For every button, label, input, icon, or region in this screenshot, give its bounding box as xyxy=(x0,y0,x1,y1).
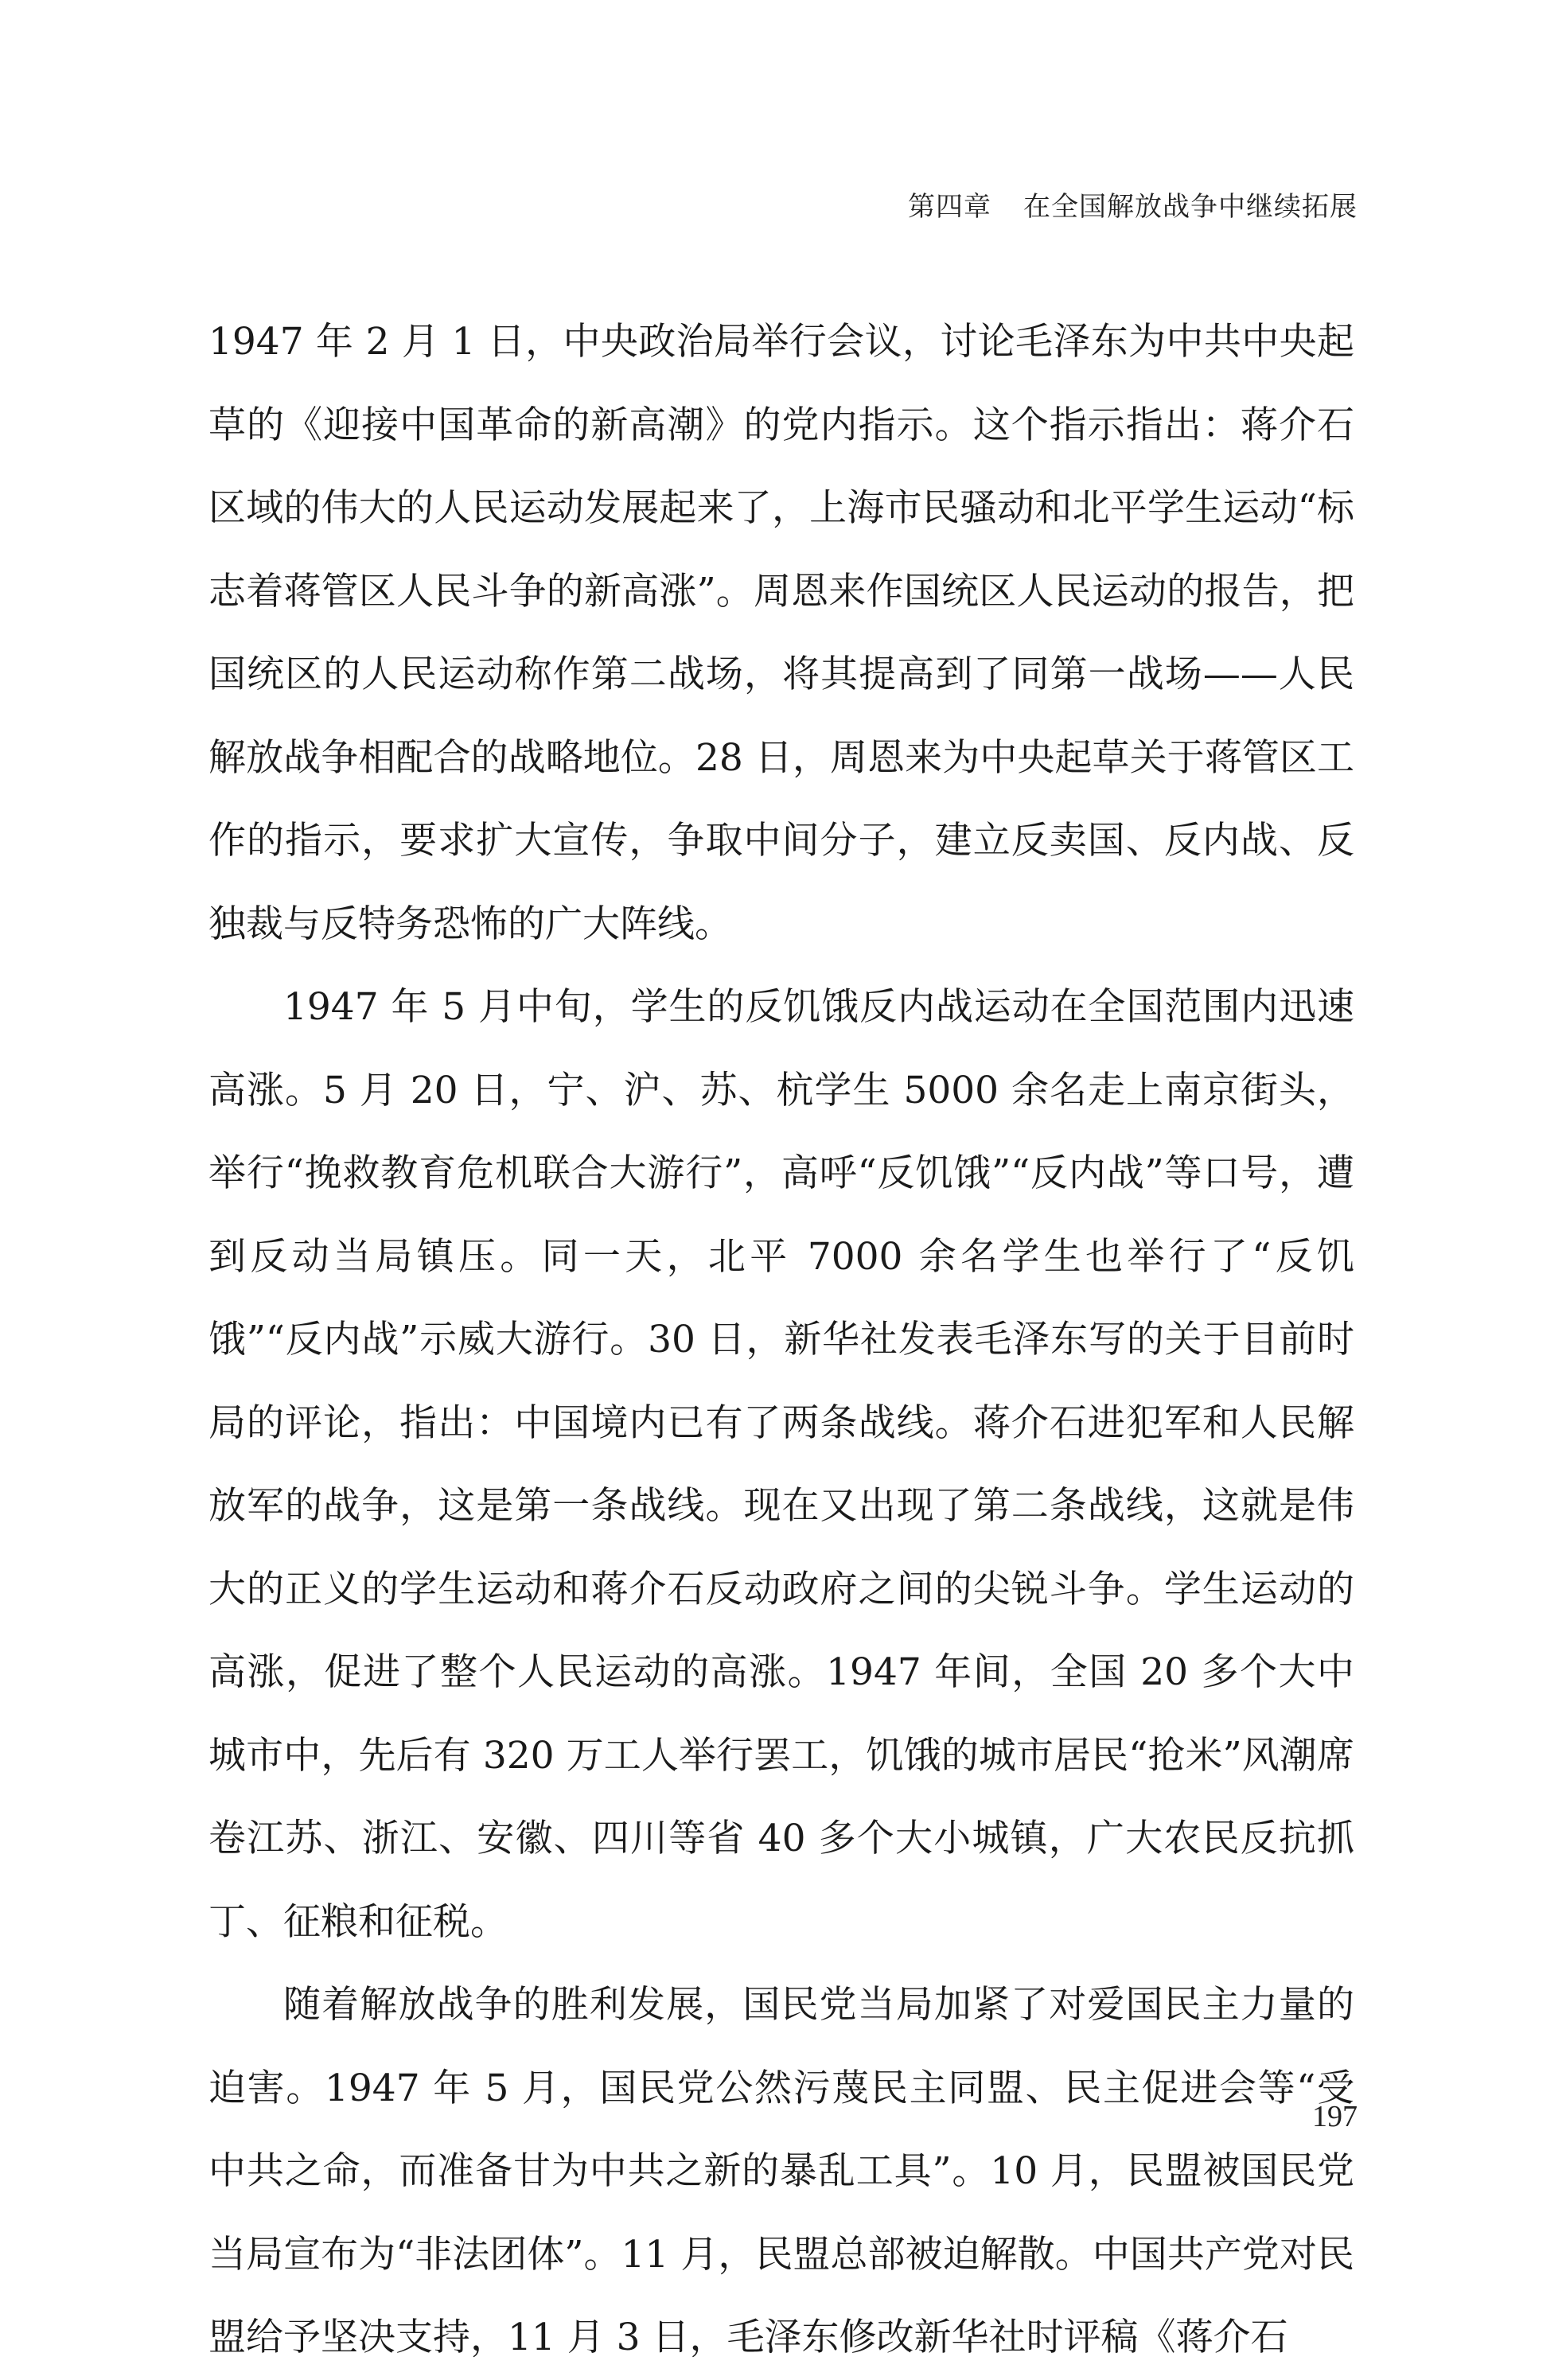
paragraph-3: 随着解放战争的胜利发展，国民党当局加紧了对爱国民主力量的迫害。1947 年 5 月，国民党公然污蔑民主同盟、民主促进会等“受中共之命，而准备甘为中共之新的暴乱工具”。10 月，民盟被国民党当局宣布为“非法团体”。11 月，民盟总部被迫解散。中国共产党对民盟给予坚决支持，11 月 3 日，毛泽东修改新华社时评稿《蒋介石 xyxy=(208,1983,1354,2359)
page-number: 197 xyxy=(1312,2100,1358,2133)
chapter-title: 在全国解放战争中继续拓展 xyxy=(1023,191,1358,223)
chapter-number: 第四章 xyxy=(908,191,991,223)
body-text xyxy=(208,301,1354,2380)
paragraph-1: 1947 年 2 月 1 日，中央政治局举行会议，讨论毛泽东为中共中央起草的《迎接中国革命的新高潮》的党内指示。这个指示指出：蒋介石区域的伟大的人民运动发展起来了，上海市民骚动和北平学生运动“标志着蒋管区人民斗争的新高涨”。周恩来作国统区人民运动的报告，把国统区的人民运动称作第二战场，将其提高到了同第一战场——人民解放战争相配合的战略地位。28 日，周恩来为中央起草关于蒋管区工作的指示，要求扩大宣传，争取中间分子，建立反卖国、反内战、反独裁与反特务恐怖的广大阵线。 xyxy=(208,320,1354,946)
running-header xyxy=(908,185,1358,224)
paragraph-2: 1947 年 5 月中旬，学生的反饥饿反内战运动在全国范围内迅速高涨。5 月 20 日，宁、沪、苏、杭学生 5000 余名走上南京街头，举行“挽救教育危机联合大游行”，高呼“反饥饿”“反内战”等口号，遭到反动当局镇压。同一天，北平 7000 余名学生也举行了“反饥饿”“反内战”示威大游行。30 日，新华社发表毛泽东写的关于目前时局的评论，指出：中国境内已有了两条战线。蒋介石进犯军和人民解放军的战争，这是第一条战线。现在又出现了第二条战线，这就是伟大的正义的学生运动和蒋介石反动政府之间的尖锐斗争。学生运动的高涨，促进了整个人民运动的高涨。1947 年间，全国 20 多个大中城市中，先后有 320 万工人举行罢工，饥饿的城市居民“抢米”风潮席卷江苏、浙江、安徽、四川等省 40 多个大小城镇，广大农民反抗抓丁、征粮和征税。 xyxy=(208,985,1354,1944)
